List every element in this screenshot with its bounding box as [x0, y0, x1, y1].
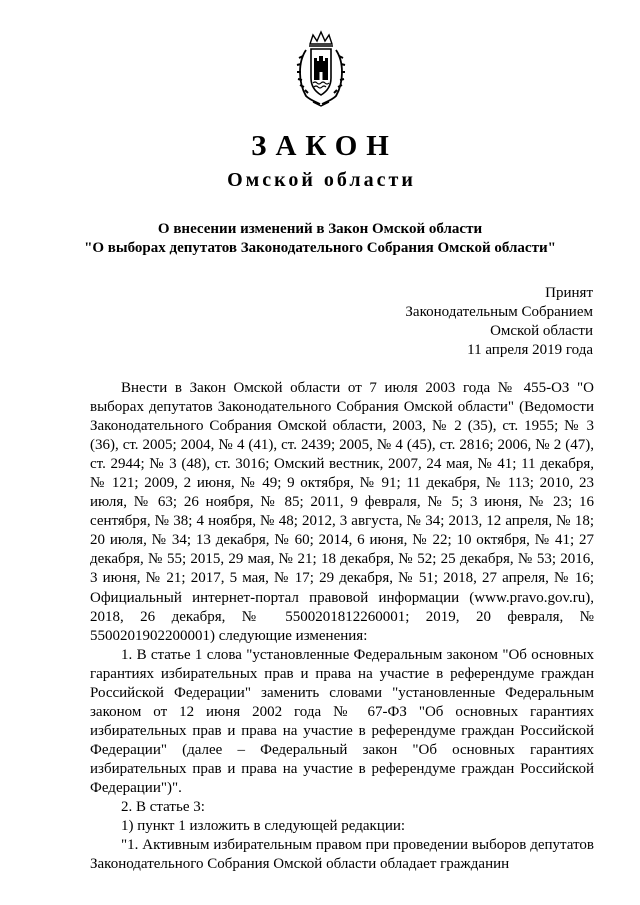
adoption-block: [405, 284, 593, 360]
body-paragraph-item-1: 1. В статье 1 слова "установленные Федеральным законом "Об основных гарантиях избирательных прав и права на участие в референдуме граждан Российской Федерации" заменить словами "установленные Федеральным законом от 12 июня 2002 года № 67-ФЗ "Об основных гарантиях избирательных прав и права на участие в референдуме граждан Российской Федерации" (далее – Федеральный закон "Об основных гарантиях избирательных прав и права на участие в референдуме граждан Российской Федерации")".: [90, 646, 594, 796]
document-title: ЗАКОН: [251, 130, 398, 162]
adoption-line: Законодательным Собранием: [405, 304, 593, 320]
body-paragraph-intro: Внести в Закон Омской области от 7 июля 2003 года № 455-ОЗ "О выборах депутатов Законодательного Собрания Омской области" (Ведомости Законодательного Собрания Омской области, 2003, № 2 (35), ст. 1955; № 3 (36), ст. 2005; 2004, № 4 (41), ст. 2439; 2005, № 4 (45), ст. 2816; 2006, № 2 (47), ст. 2944; № 3 (48), ст. 3016; Омский вестник, 2007, 24 мая, № 41; 11 декабря, № 121; 2009, 2 июня, № 49; 9 октября, № 91; 11 декабря, № 113; 2010, 23 июля, № 63; 26 ноября, № 85; 2011, 9 февраля, № 5; 3 июня, № 23; 16 сентября, № 38; 4 ноября, № 48; 2012, 3 августа, № 34; 2013, 12 апреля, № 18; 20 июля, № 34; 13 декабря, № 60; 2014, 6 июня, № 22; 10 октября, № 41; 27 декабря, № 55; 2015, 29 мая, № 21; 18 декабря, № 52; 25 декабря, № 53; 2016, 3 июня, № 21; 2017, 5 мая, № 17; 29 декабря, № 51; 2018, 27 апреля, № 16; Официальный интернет-портал правовой информации (www.pravo.gov.ru), 2018, 26 декабря, № 5500201812260001; 2019, 20 февраля, № 5500201902200001) следующие изменения:: [90, 380, 594, 644]
law-heading: [0, 220, 640, 258]
body-paragraph-item-2-1: 1) пункт 1 изложить в следующей редакции:: [121, 818, 406, 835]
law-heading-line: О внесении изменений в Закон Омской области: [157, 221, 483, 237]
adoption-date: 11 апреля 2019 года: [467, 342, 593, 358]
law-heading-line: "О выборах депутатов Законодательного Собрания Омской области": [84, 240, 556, 256]
body-paragraph-quote: "1. Активным избирательным правом при проведении выборов депутатов Законодательного Собрания Омской области обладает гражданин: [90, 837, 594, 873]
adoption-line: Омской области: [490, 323, 593, 339]
omsk-region-coat-of-arms-icon: [296, 30, 346, 110]
document-region: Омской области: [227, 169, 416, 191]
body-paragraph-item-2: 2. В статье 3:: [121, 799, 205, 816]
adoption-line: Принят: [545, 285, 593, 301]
document-body: [90, 379, 594, 874]
